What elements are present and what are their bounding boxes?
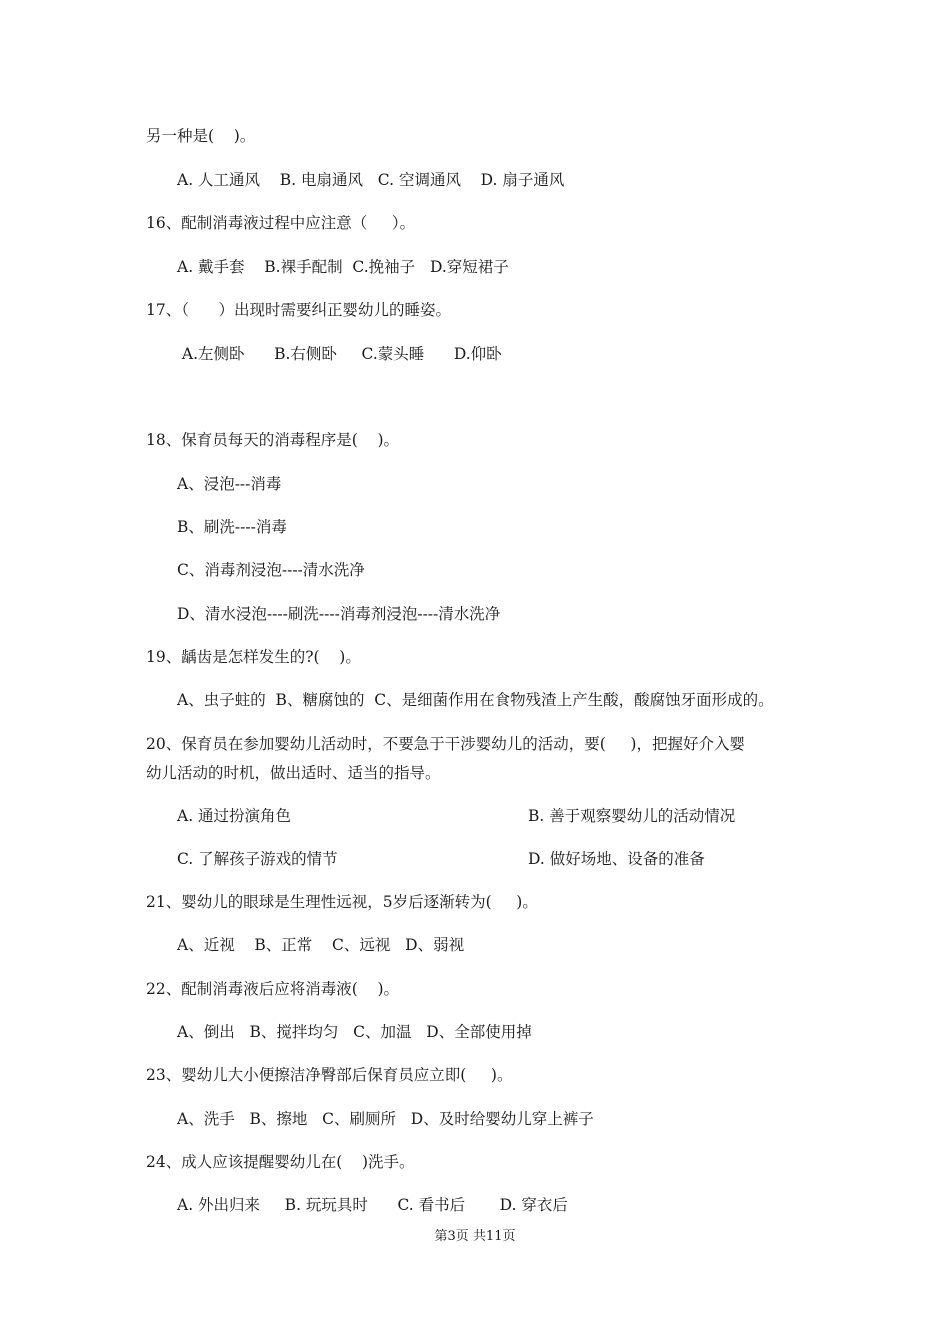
question-20-option-a: A. 通过扮演角色 [177,807,292,825]
question-17-options: A.左侧卧 B.右侧卧 C.蒙头睡 D.仰卧 [177,345,502,363]
question-15-options: A. 人工通风 B. 电扇通风 C. 空调通风 D. 扇子通风 [177,171,565,189]
question-18-option-c: C、消毒剂浸泡----清水洗净 [177,561,365,579]
question-23: 23、婴幼儿大小便擦洁净臀部后保育员应立即( )。 [146,1066,513,1084]
question-23-options: A、洗手 B、擦地 C、刷厕所 D、及时给婴幼儿穿上裤子 [177,1110,594,1128]
question-16-options: A. 戴手套 B.裸手配制 C.挽袖子 D.穿短裙子 [177,258,509,276]
question-17: 17、（ ）出现时需要纠正婴幼儿的睡姿。 [146,301,452,319]
question-19-options: A、虫子蛀的 B、糖腐蚀的 C、是细菌作用在食物残渣上产生酸，酸腐蚀牙面形成的。 [177,691,774,709]
question-18: 18、保育员每天的消毒程序是( )。 [146,431,400,449]
question-18-option-b: B、刷洗----消毒 [177,518,287,536]
question-20-line-2: 幼儿活动的时机，做出适时、适当的指导。 [146,764,441,782]
question-20-option-c: C. 了解孩子游戏的情节 [177,850,338,868]
question-16: 16、配制消毒液过程中应注意（ ）。 [146,214,416,232]
question-21: 21、婴幼儿的眼球是生理性远视，5岁后逐渐转为( )。 [146,893,538,911]
question-20-line-1: 20、保育员在参加婴幼儿活动时，不要急于干涉婴幼儿的活动，要( )，把握好介入婴 [146,735,745,753]
question-22: 22、配制消毒液后应将消毒液( )。 [146,980,400,998]
question-24-options: A. 外出归来 B. 玩玩具时 C. 看书后 D. 穿衣后 [177,1196,568,1214]
question-22-options: A、倒出 B、搅拌均匀 C、加温 D、全部使用掉 [177,1023,532,1041]
question-24: 24、成人应该提醒婴幼儿在( )洗手。 [146,1153,415,1171]
question-18-option-d: D、清水浸泡----刷洗----消毒剂浸泡----清水洗净 [177,605,501,623]
page-footer: 第3页 共11页 [434,1229,516,1244]
question-18-option-a: A、浸泡---消毒 [177,475,282,493]
question-21-options: A、近视 B、正常 C、远视 D、弱视 [177,936,465,954]
question-15-continuation: 另一种是( )。 [146,127,256,145]
question-19: 19、龋齿是怎样发生的?( )。 [146,648,361,666]
question-20-option-d: D. 做好场地、设备的准备 [528,850,705,868]
question-20-option-b: B. 善于观察婴幼儿的活动情况 [528,807,736,825]
